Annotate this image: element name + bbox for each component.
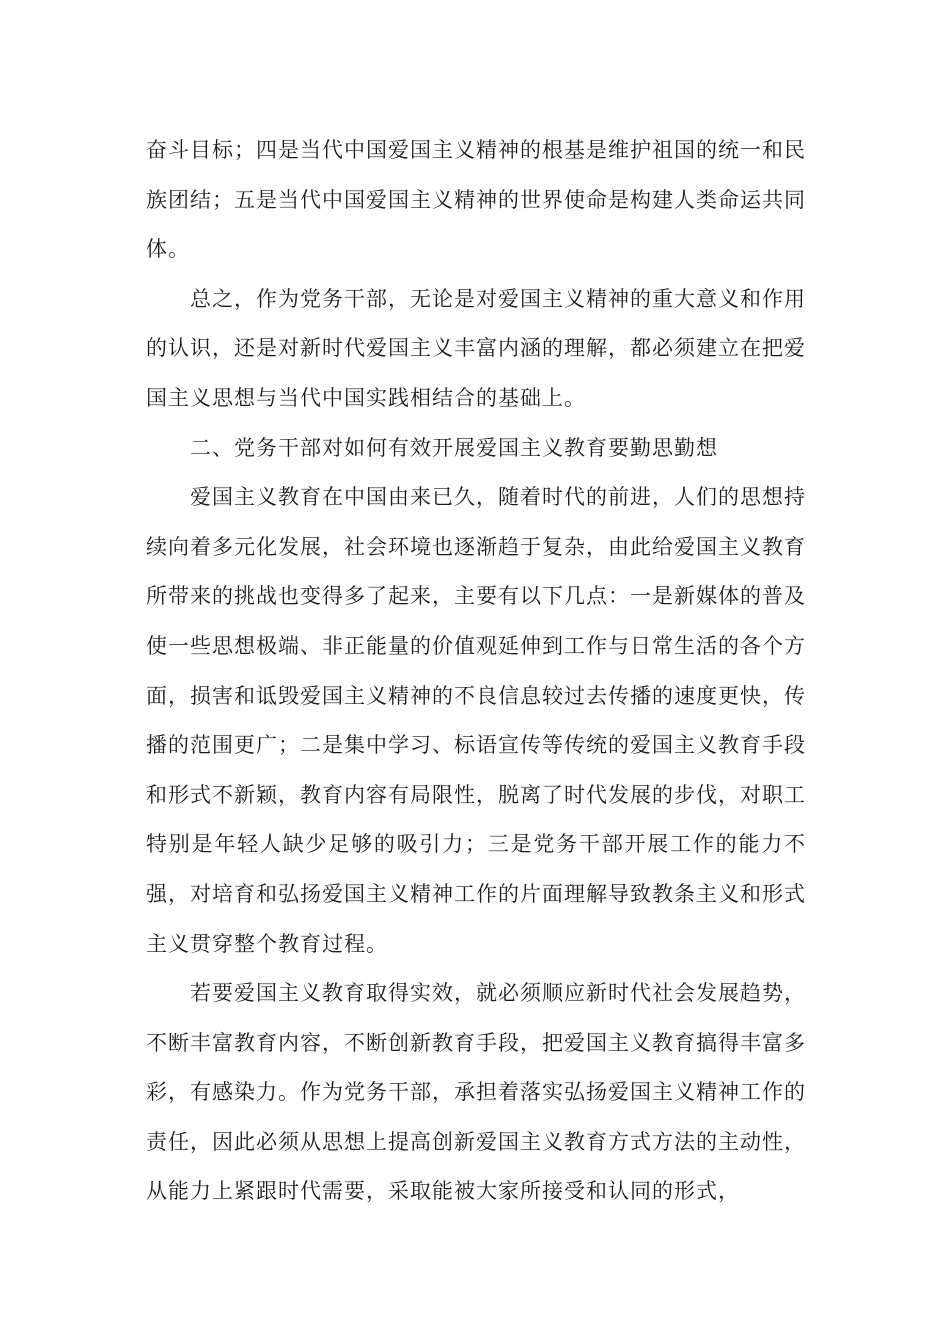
paragraph-1: 奋斗目标；四是当代中国爱国主义精神的根基是维护祖国的统一和民族团结；五是当代中国爱国主义精神的世界使命是构建人类命运共同体。 bbox=[146, 138, 806, 262]
paragraph-3: 爱国主义教育在中国由来已久，随着时代的前进，人们的思想持续向着多元化发展，社会环境也逐渐趋于复杂，由此给爱国主义教育所带来的挑战也变得多了起来，主要有以下几点：一是新媒体的普及使一些思想极端、非正能量的价值观延伸到工作与日常生活的各个方面，损害和诋毁爱国主义精神的不良信息较过去传播的速度更快，传播的范围更广；二是集中学习、标语宣传等传统的爱国主义教育手段和形式不新颖，教育内容有局限性，脱离了时代发展的步伐，对职工特别是年轻人缺少足够的吸引力；三是党务干部开展工作的能力不强，对培育和弘扬爱国主义精神工作的片面理解导致教条主义和形式主义贯穿整个教育过程。 bbox=[146, 485, 806, 956]
paragraph-2: 总之，作为党务干部，无论是对爱国主义精神的重大意义和作用的认识，还是对新时代爱国主义丰富内涵的理解，都必须建立在把爱国主义思想与当代中国实践相结合的基础上。 bbox=[146, 286, 806, 410]
section-heading: 二、党务干部对如何有效开展爱国主义教育要勤思勤想 bbox=[190, 435, 718, 460]
document-body bbox=[146, 126, 806, 1217]
paragraph-4: 若要爱国主义教育取得实效，就必须顺应新时代社会发展趋势，不断丰富教育内容，不断创新教育手段，把爱国主义教育搞得丰富多彩，有感染力。作为党务干部，承担着落实弘扬爱国主义精神工作的责任，因此必须从思想上提高创新爱国主义教育方式方法的主动性，从能力上紧跟时代需要，采取能被大家所接受和认同的形式， bbox=[146, 981, 806, 1204]
